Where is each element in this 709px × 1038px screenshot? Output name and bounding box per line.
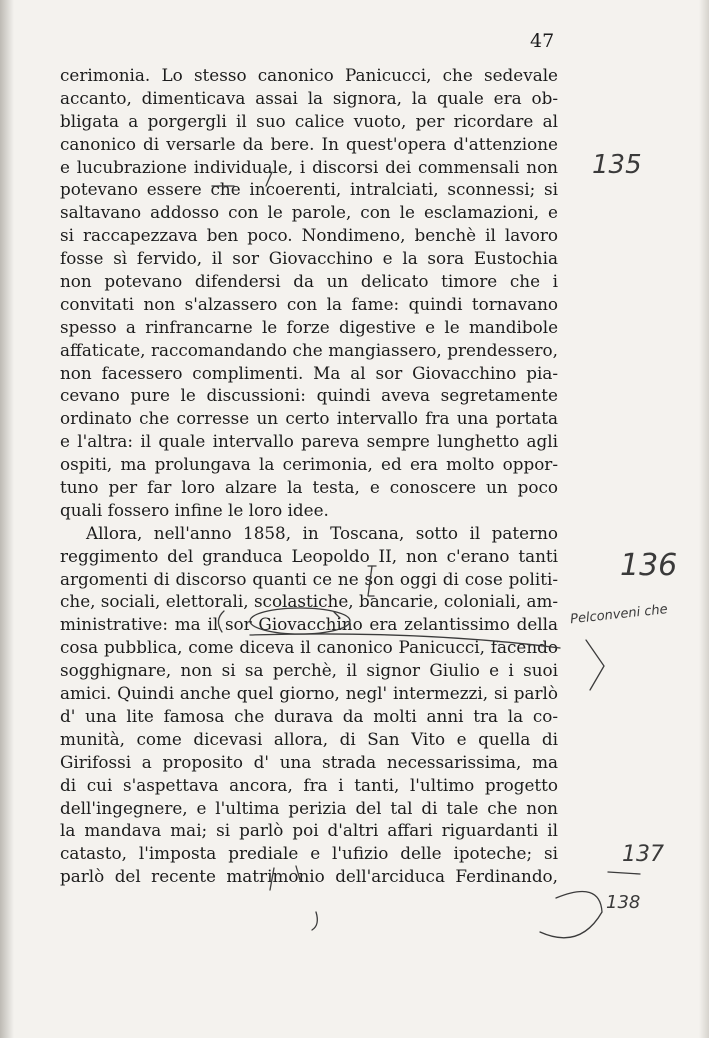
text-line: ospiti, ma prolungava la cerimonia, ed era molto oppor-: [60, 454, 558, 475]
text-line: non potevano difendersi da un delicato timore che i: [60, 271, 558, 292]
text-line: di cui s'aspettava ancora, fra i tanti, l'ultimo progetto: [60, 774, 558, 795]
text-line: convitati non s'alzassero con la fame: quindi tornavano: [60, 293, 558, 314]
text-line: e lucubrazione individuale, i discorsi dei commensali non: [60, 156, 558, 177]
text-line: ordinato che corresse un certo intervallo fra una portata: [60, 408, 558, 429]
text-line: potevano essere che incoerenti, intralciati, sconnessi; si: [60, 179, 558, 200]
text-line: cosa pubblica, come diceva il canonico Panicucci, facendo: [60, 637, 558, 658]
text-line: affaticate, raccomandando che mangiassero, prendessero,: [60, 339, 558, 360]
text-line: sogghignare, non si sa perchè, il signor Giulio e i suoi: [60, 660, 558, 681]
pencil-scribble-mark: [540, 892, 602, 938]
margin-note-138: 138: [606, 892, 641, 913]
page-edge-shadow: [0, 0, 14, 1038]
text-line: bligata a porgergli il suo calice vuoto, per ricordare al: [60, 110, 558, 131]
text-line: catasto, l'imposta prediale e l'ufizio delle ipoteche; si: [60, 843, 558, 864]
pencil-chevron-mark: [586, 640, 604, 690]
pencil-underline-mark: [608, 872, 640, 874]
text-line: argomenti di discorso quanti ce ne son oggi di cose politi-: [60, 568, 558, 589]
body-text: [60, 64, 558, 888]
text-line: e l'altra: il quale intervallo pareva sempre lunghetto agli: [60, 431, 558, 452]
text-line: Allora, nell'anno 1858, in Toscana, sotto il paterno: [86, 522, 558, 543]
text-line: saltavano addosso con le parole, con le esclamazioni, e: [60, 202, 558, 223]
page-edge-shadow-right: [699, 0, 709, 1038]
text-line: non facessero complimenti. Ma al sor Giovacchino pia-: [60, 362, 558, 383]
text-line: si raccapezzava ben poco. Nondimeno, benchè il lavoro: [60, 225, 558, 246]
text-line: accanto, dimenticava assai la signora, la quale era ob-: [60, 87, 558, 108]
text-line: canonico di versarle da bere. In quest'opera d'attenzione: [60, 133, 558, 154]
text-line: spesso a rinfrancarne le forze digestive e le mandibole: [60, 316, 558, 337]
text-line: munità, come dicevasi allora, di San Vito e quella di: [60, 728, 558, 749]
page-number: 47: [530, 30, 555, 52]
text-line: Girifossi a proposito d' una strada necessarissima, ma: [60, 751, 558, 772]
text-line: la mandava mai; si parlò poi d'altri affari riguardanti il: [60, 820, 558, 841]
pencil-bracket-mark: [312, 912, 317, 930]
text-line: cerimonia. Lo stesso canonico Panicucci, che sedevale: [60, 65, 558, 85]
text-line: ministrative: ma il sor Giovacchino era zelantissimo della: [60, 614, 558, 635]
text-line: d' una lite famosa che durava da molti anni tra la co-: [60, 705, 558, 726]
text-line: cevano pure le discussioni: quindi aveva segretamente: [60, 385, 558, 406]
text-line: dell'ingegnere, e l'ultima perizia del tal di tale che non: [60, 797, 558, 818]
text-line: fosse sì fervido, il sor Giovacchino e la sora Eustochia: [60, 248, 558, 269]
text-line: reggimento del granduca Leopoldo II, non c'erano tanti: [60, 545, 558, 566]
text-line: tuno per far loro alzare la testa, e conoscere un poco: [60, 477, 558, 498]
margin-note-137: 137: [622, 842, 664, 867]
text-line: che, sociali, elettorali, scolastiche, bancarie, coloniali, am-: [60, 591, 559, 612]
text-line: amici. Quindi anche quel giorno, negl' intermezzi, si parlò: [60, 683, 558, 704]
text-line: quali fossero infine le loro idee.: [60, 499, 329, 520]
text-line: parlò del recente matrimonio dell'arciduca Ferdinando,: [60, 866, 558, 887]
margin-note-136: 136: [620, 548, 678, 583]
margin-note-135: 135: [592, 150, 642, 180]
margin-note-annotation: Pelconveni che: [569, 602, 669, 628]
